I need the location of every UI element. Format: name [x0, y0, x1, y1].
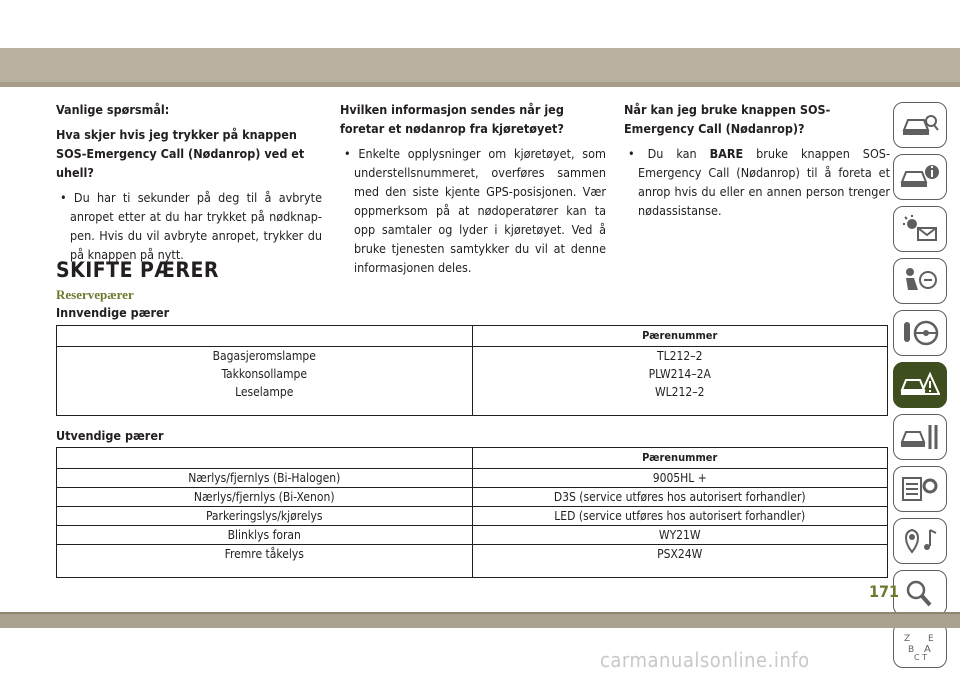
faq-answer-3	[624, 144, 890, 220]
header-bar	[0, 48, 960, 86]
table-cell: WY21W	[472, 526, 888, 545]
svg-text:B: B	[908, 645, 915, 655]
table-cell: TL212–2	[472, 347, 888, 366]
car-search-icon[interactable]	[893, 102, 947, 148]
footer-bar	[0, 614, 960, 628]
search-icon[interactable]	[893, 570, 947, 616]
table-row	[57, 469, 888, 488]
table-cell: Parkeringslys/kjørelys	[57, 507, 473, 526]
table-cell: D3S (service utføres hos autorisert forhandler)	[472, 488, 888, 507]
car-warning-icon[interactable]	[893, 362, 947, 408]
table-row	[57, 488, 888, 507]
table-header-row	[57, 448, 888, 469]
exterior-bulbs-table	[56, 447, 888, 578]
faq-answer-1: • Du har ti sekunder på deg til å avbryte anropet etter at du har trykket på nødknap-pen. Hvis du vil avbryte anropet, trykker du på knappen på nytt.	[60, 190, 322, 262]
list-settings-icon[interactable]	[893, 466, 947, 512]
table-row	[57, 347, 888, 366]
section-subtitle: Reservepærer	[56, 287, 134, 302]
faq-column-1	[56, 100, 322, 264]
table-cell: Leselampe	[57, 383, 473, 416]
table-cell: WL212–2	[472, 383, 888, 416]
table-header-cell	[57, 448, 473, 469]
table-cell: PLW214–2A	[472, 365, 888, 383]
faq-question-2: Hvilken informasjon sendes når jeg foretar et nødanrop fra kjøretøyet?	[340, 102, 564, 136]
car-tools-icon[interactable]	[893, 414, 947, 460]
header-strip	[0, 82, 960, 87]
exterior-bulbs-title: Utvendige pærer	[56, 428, 164, 443]
table-row	[57, 507, 888, 526]
faq-answer-2: • Enkelte opplysninger om kjøretøyet, som understellsnummeret, overføres sammen med den siste kjente GPS-posisjonen. Vær oppmerksom på at nødoperatører kan ta opp samtaler og lyder i kjøretøyet. Ved å bruke tjenesten samtykker du vil at denne informasjonen deles.	[344, 146, 606, 275]
table-row	[57, 526, 888, 545]
svg-text:A: A	[924, 644, 931, 655]
table-header-cell	[57, 326, 473, 347]
table-cell: Fremre tåkelys	[57, 545, 473, 578]
table-header-cell: Pærenummer	[472, 326, 888, 347]
answer-3-prefix: • Du kan	[628, 146, 710, 161]
table-cell: Takkonsollampe	[57, 365, 473, 383]
answer-3-bold: BARE	[709, 146, 744, 161]
table-row	[57, 365, 888, 383]
table-row	[57, 383, 888, 416]
faq-column-2	[340, 100, 606, 277]
watermark: carmanualsonline.info	[600, 648, 810, 672]
table-cell: Blinklys foran	[57, 526, 473, 545]
car-info-icon[interactable]	[893, 154, 947, 200]
table-cell: 9005HL +	[472, 469, 888, 488]
chapter-tabs	[893, 102, 953, 674]
table-header-row	[57, 326, 888, 347]
faq-question-1: Hva skjer hvis jeg trykker på knappen SOS-Emergency Call (Nødanrop) ved et uhell?	[56, 127, 305, 180]
table-cell: LED (service utføres hos autorisert forhandler)	[472, 507, 888, 526]
page-number: 171	[869, 582, 900, 601]
table-header-cell: Pærenummer	[472, 448, 888, 469]
svg-text:E: E	[928, 634, 934, 644]
faq-column-3	[624, 100, 890, 220]
svg-text:Z: Z	[904, 634, 911, 644]
answer-3-suffix: bruke knappen SOS-Emergency Call (Nødanrop) til å foreta et anrop hvis du eller en annen person trenger nødassistanse.	[638, 146, 890, 218]
interior-bulbs-title: Innvendige pærer	[56, 305, 170, 320]
table-cell: Nærlys/fjernlys (Bi-Halogen)	[57, 469, 473, 488]
interior-bulbs-table	[56, 325, 888, 416]
table-row	[57, 545, 888, 578]
table-cell: PSX24W	[472, 545, 888, 578]
faq-heading: Vanlige spørsmål:	[56, 102, 170, 117]
seat-airbag-icon[interactable]	[893, 258, 947, 304]
svg-text:C T: C T	[914, 653, 928, 660]
faq-question-3: Når kan jeg bruke knappen SOS-Emergency Call (Nødanrop)?	[624, 102, 831, 136]
alphabet-index-icon[interactable]	[893, 622, 947, 668]
music-nav-icon[interactable]	[893, 518, 947, 564]
table-cell: Bagasjeromslampe	[57, 347, 473, 366]
table-cell: Nærlys/fjernlys (Bi-Xenon)	[57, 488, 473, 507]
section-title: SKIFTE PÆRER	[56, 258, 219, 282]
light-message-icon[interactable]	[893, 206, 947, 252]
steering-key-icon[interactable]	[893, 310, 947, 356]
